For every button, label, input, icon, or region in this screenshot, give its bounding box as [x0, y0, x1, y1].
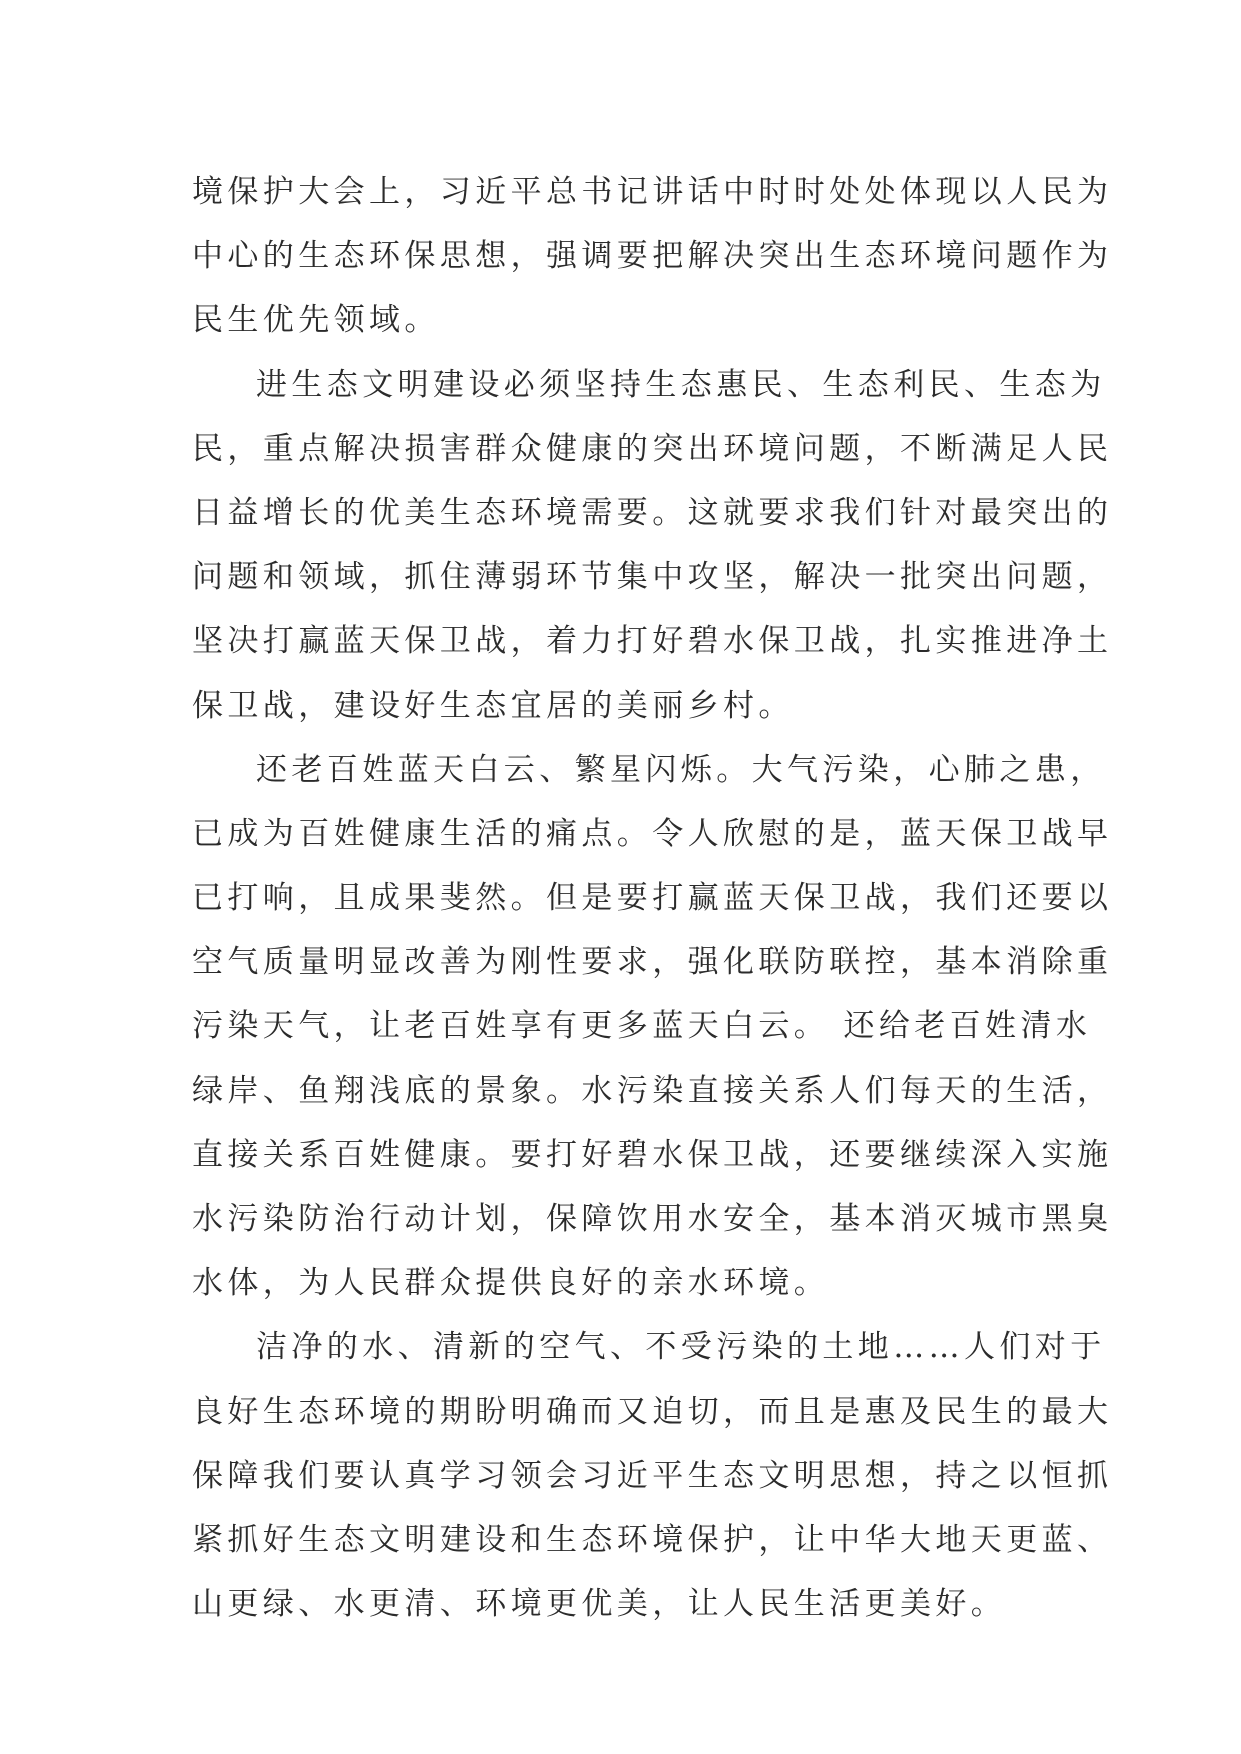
text-line: 紧抓好生态文明建设和生态环境保护，让中华大地天更蓝、 [192, 1521, 1113, 1558]
text-line: 已成为百姓健康生活的痛点。令人欣慰的是，蓝天保卫战早 [192, 815, 1113, 852]
text-line: 还老百姓蓝天白云、繁星闪烁。大气污染，心肺之患， [256, 751, 1106, 788]
paragraph [192, 353, 1113, 738]
text-line: 水污染防治行动计划，保障饮用水安全，基本消灭城市黑臭 [192, 1201, 1113, 1237]
text-line: 保卫战，建设好生态宜居的美丽乡村。 [192, 687, 794, 724]
text-line: 直接关系百姓健康。要打好碧水保卫战，还要继续深入实施 [192, 1136, 1113, 1173]
text-line: 进生态文明建设必须坚持生态惠民、生态利民、生态为 [256, 366, 1106, 403]
text-line: 问题和领域，抓住薄弱环节集中攻坚，解决一批突出问题， [192, 559, 1113, 596]
text-line: 保障我们要认真学习领会习近平生态文明思想，持之以恒抓 [192, 1457, 1113, 1494]
text-line: 民，重点解决损害群众健康的突出环境问题，不断满足人民 [192, 430, 1113, 467]
text-line: 水体，为人民群众提供良好的亲水环境。 [192, 1265, 830, 1302]
text-line: 空气质量明显改善为刚性要求，强化联防联控，基本消除重 [192, 944, 1113, 981]
text-line: 已打响，且成果斐然。但是要打赢蓝天保卫战，我们还要以 [192, 880, 1113, 917]
text-line: 洁净的水、清新的空气、不受污染的土地……人们对于 [256, 1329, 1106, 1366]
text-line: 绿岸、鱼翔浅底的景象。水污染直接关系人们每天的生活， [192, 1072, 1113, 1109]
paragraph [192, 738, 1113, 1316]
paragraph [192, 1315, 1113, 1636]
text-line: 境保护大会上，习近平总书记讲话中时时处处体现以人民为 [192, 174, 1113, 210]
text-line: 日益增长的优美生态环境需要。这就要求我们针对最突出的 [192, 494, 1113, 531]
text-line: 中心的生态环保思想，强调要把解决突出生态环境问题作为 [192, 238, 1113, 275]
paragraph [192, 160, 1113, 353]
text-line: 良好生态环境的期盼明确而又迫切，而且是惠及民生的最大 [192, 1393, 1113, 1430]
text-line: 污染天气，让老百姓享有更多蓝天白云。 还给老百姓清水 [192, 1008, 1092, 1045]
document-body [192, 160, 1113, 1636]
text-line: 民生优先领域。 [192, 302, 440, 339]
text-line: 山更绿、水更清、环境更优美，让人民生活更美好。 [192, 1586, 1007, 1623]
text-line: 坚决打赢蓝天保卫战，着力打好碧水保卫战，扎实推进净土 [192, 623, 1113, 660]
